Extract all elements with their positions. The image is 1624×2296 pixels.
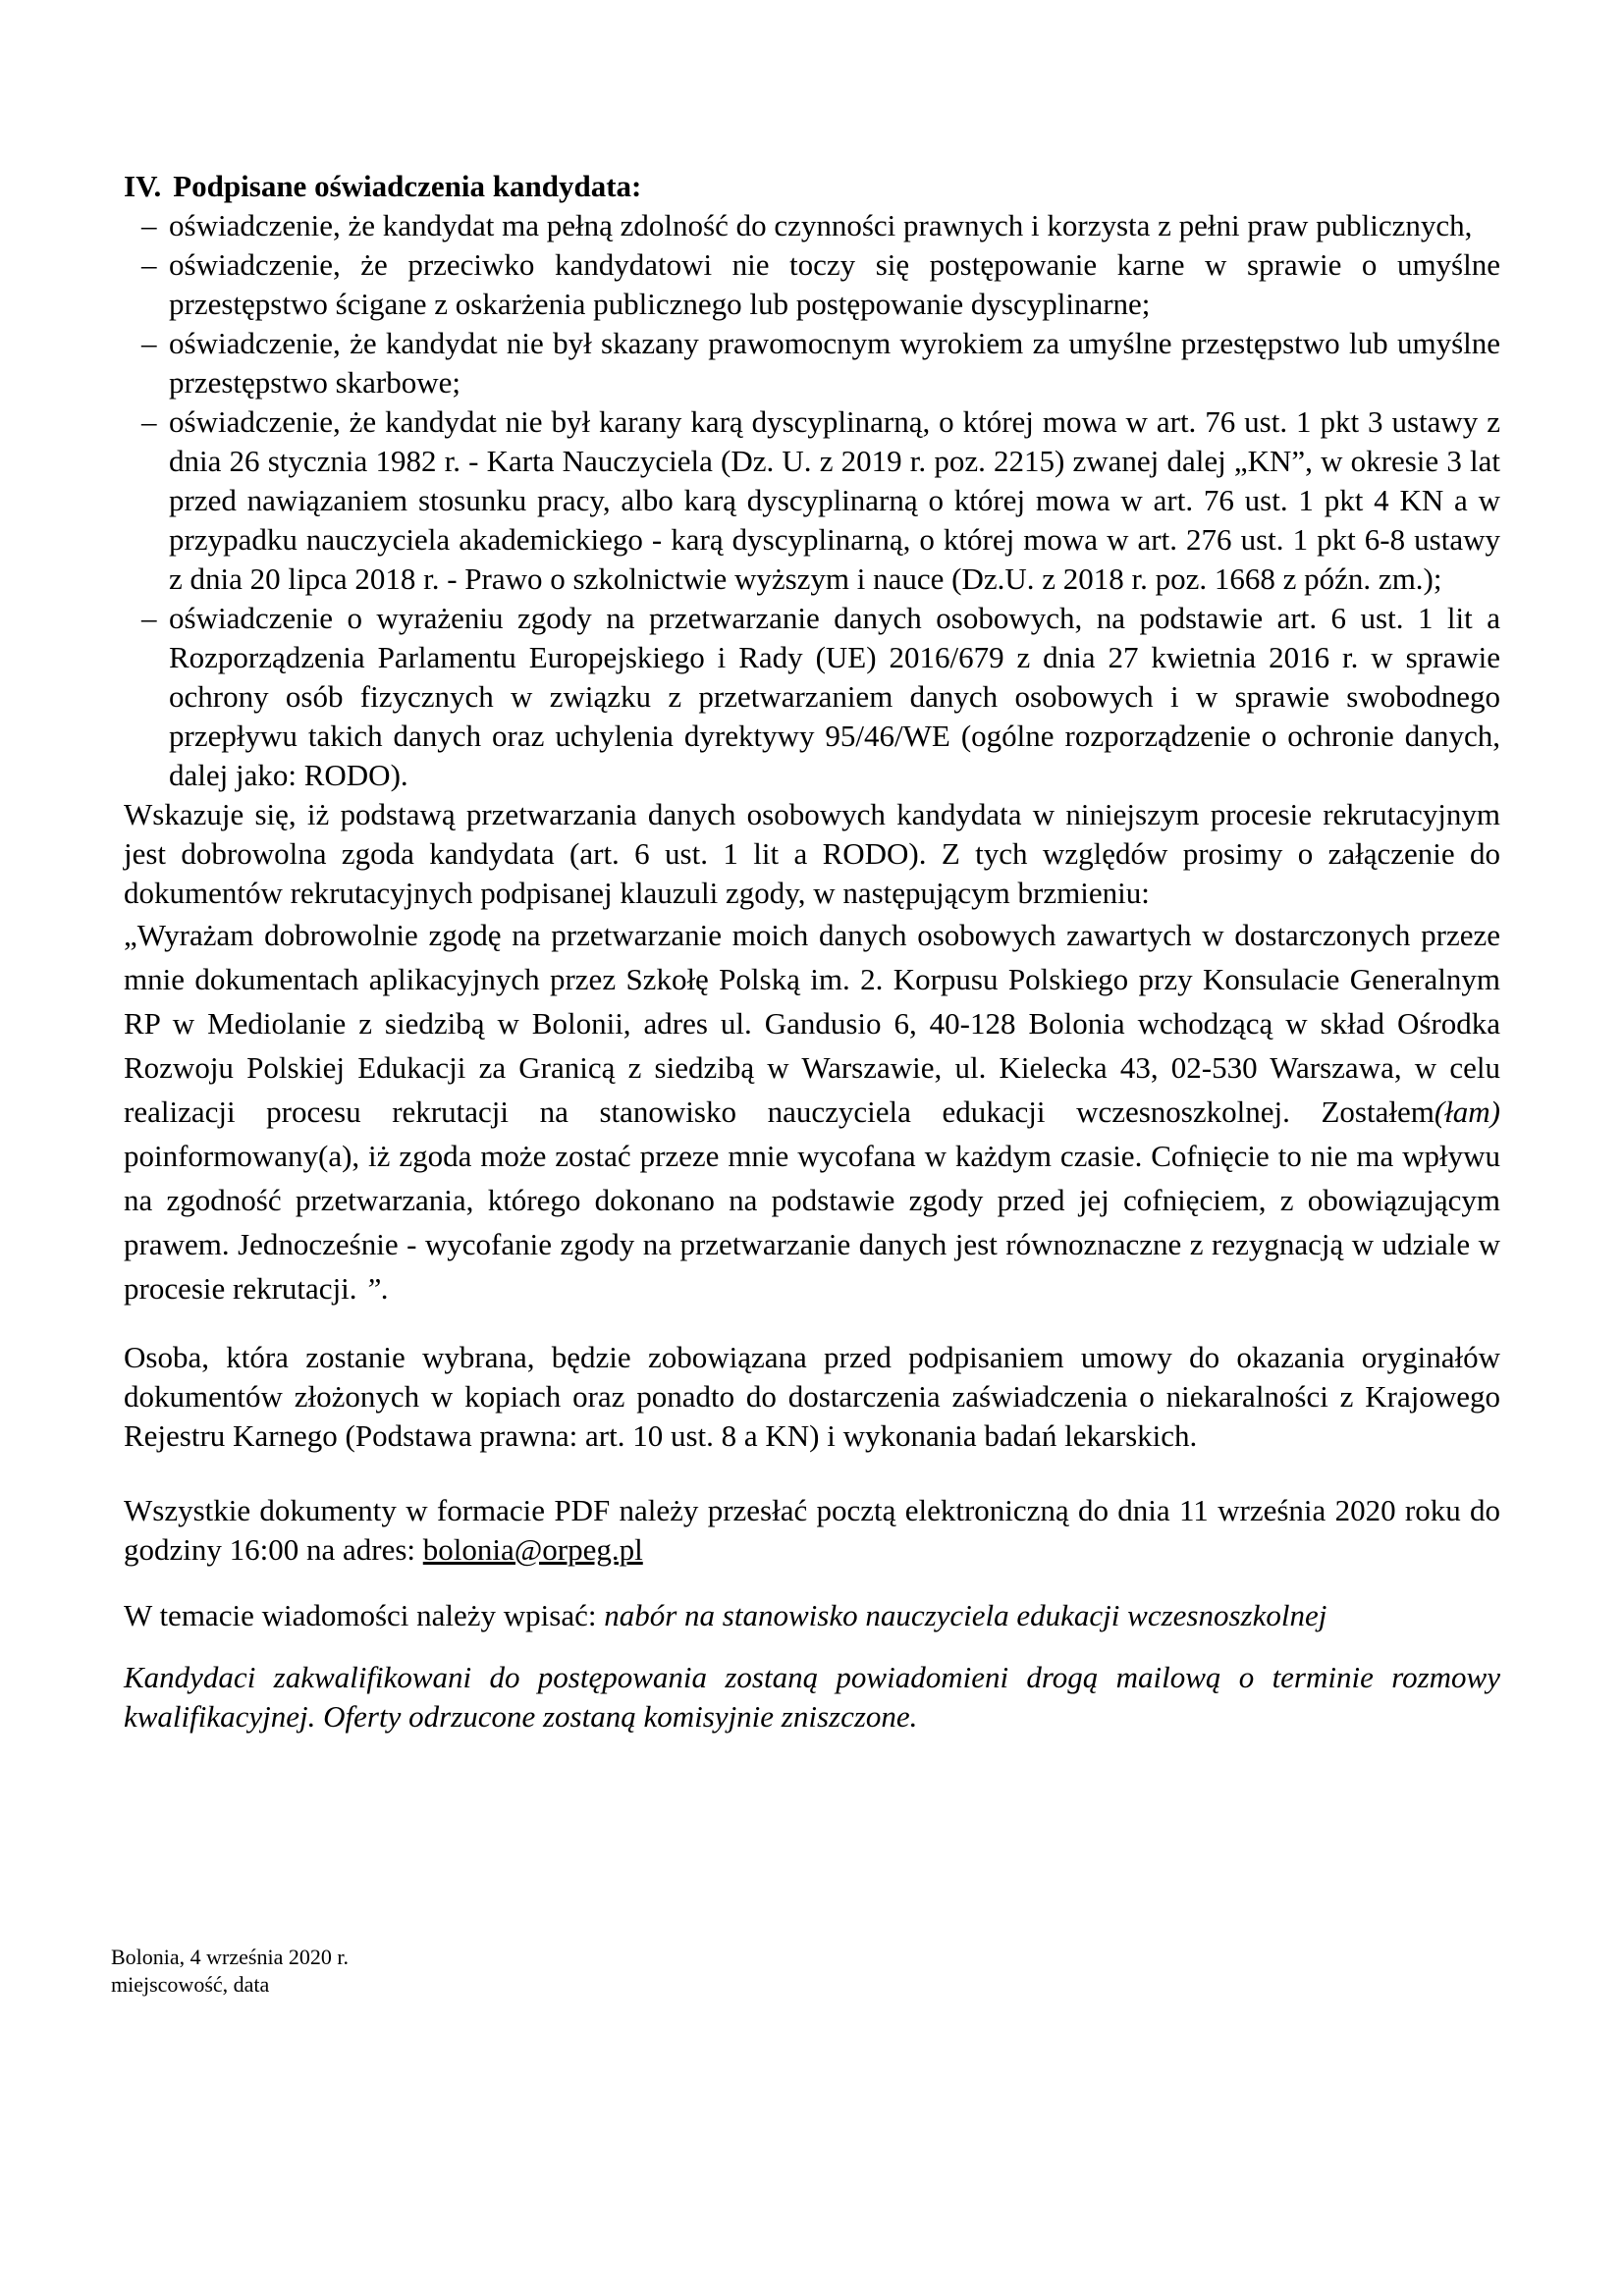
bullet-text: oświadczenie o wyrażeniu zgody na przetwarzanie danych osobowych, na podstawie art. 6 ust. 1 lit a Rozporządzenia Parlamentu Europejskiego i Rady (UE) 2016/679 z dnia 27 kwietnia 2016 r. w sprawie ochrony osób fizycznych w związku z przetwarzaniem danych osobowych i w sprawie swobodnego przepływu takich danych oraz uchylenia dyrektywy 95/46/WE (ogólne rozporządzenie o ochronie danych, dalej jako: RODO). bbox=[169, 601, 1500, 792]
bullet-text: oświadczenie, że przeciwko kandydatowi nie toczy się postępowanie karne w sprawie o umyślne przestępstwo ścigane z oskarżenia publicznego lub postępowanie dyscyplinarne; bbox=[169, 247, 1500, 321]
paragraph-subject-line bbox=[124, 1596, 1500, 1635]
paragraph-submission bbox=[124, 1491, 1500, 1570]
bullet-dash-icon: – bbox=[141, 601, 157, 635]
place-date: Bolonia, 4 września 2020 r. bbox=[111, 1945, 349, 1969]
paragraph-selected-person: Osoba, która zostanie wybrana, będzie zobowiązana przed podpisaniem umowy do okazania oryginałów dokumentów złożonych w kopiach oraz ponadto do dostarczenia zaświadczenia o niekaralności z Krajowego Rejestru Karnego (Podstawa prawna: art. 10 ust. 8 a KN) i wykonania badań lekarskich. bbox=[124, 1340, 1500, 1453]
bullet-text: oświadczenie, że kandydat nie był skazany prawomocnym wyrokiem za umyślne przestępstwo lub umyślne przestępstwo skarbowe; bbox=[169, 326, 1500, 400]
list-item bbox=[124, 245, 1500, 324]
paragraph-consent-clause bbox=[124, 913, 1500, 1310]
paragraph-legal-basis: Wskazuje się, iż podstawą przetwarzania danych osobowych kandydata w niniejszym procesie rekrutacyjnym jest dobrowolna zgoda kandydata (art. 6 ust. 1 lit a RODO). Z tych względów prosimy o załączenie do dokumentów rekrutacyjnych podpisanej klauzuli zgody, w następującym brzmieniu: bbox=[124, 797, 1500, 910]
consent-clause-closing-quote: ”. bbox=[356, 1271, 390, 1306]
consent-clause-text: „Wyrażam dobrowolnie zgodę na przetwarzanie moich danych osobowych zawartych w dostarczonych przeze mnie dokumentach aplikacyjnych przez Szkołę Polską im. 2. Korpusu Polskiego przy Konsulacie Generalnym RP w Mediolanie z siedzibą w Bolonii, adres ul. Gandusio 6, 40-128 Bolonia wchodzącą w skład Ośrodka Rozwoju Polskiej Edukacji za Granicą z siedzibą w Warszawie, ul. Kielecka 43, 02-530 Warszawa, w celu realizacji procesu rekrutacji na stanowisko nauczyciela edukacji wczesnoszkolnej. Zostałem bbox=[124, 918, 1500, 1129]
email-link[interactable]: bolonia@orpeg.pl bbox=[422, 1532, 643, 1567]
submission-text: Wszystkie dokumenty w formacie PDF należy przesłać pocztą elektroniczną do dnia 11 września 2020 roku do godziny 16:00 na adres: bbox=[124, 1493, 1500, 1567]
list-item bbox=[124, 599, 1500, 795]
signature-block bbox=[111, 1944, 349, 1999]
bullet-dash-icon: – bbox=[141, 404, 157, 439]
bullet-dash-icon: – bbox=[141, 208, 157, 242]
bullet-text: oświadczenie, że kandydat nie był karany karą dyscyplinarną, o której mowa w art. 76 ust. 1 pkt 3 ustawy z dnia 26 stycznia 1982 r. - Karta Nauczyciela (Dz. U. z 2019 r. poz. 2215) zwanej dalej „KN”, w okresie 3 lat przed nawiązaniem stosunku pracy, albo karą dyscyplinarną o której mowa w art. 76 ust. 1 pkt 4 KN a w przypadku nauczyciela akademickiego - karą dyscyplinarną, o której mowa w art. 276 ust. 1 pkt 6-8 ustawy z dnia 20 lipca 2018 r. - Prawo o szkolnictwie wyższym i nauce (Dz.U. z 2018 r. poz. 1668 z późn. zm.); bbox=[169, 404, 1500, 596]
section-number: IV. bbox=[124, 169, 162, 203]
section-title: Podpisane oświadczenia kandydata: bbox=[173, 169, 642, 203]
place-date-label: miejscowość, data bbox=[111, 1972, 270, 1997]
paragraph-qualified-candidates: Kandydaci zakwalifikowani do postępowania zostaną powiadomieni drogą mailową o terminie rozmowy kwalifikacyjnej. Oferty odrzucone zostaną komisyjnie zniszczone. bbox=[124, 1660, 1500, 1734]
subject-line-text: W temacie wiadomości należy wpisać: bbox=[124, 1598, 605, 1632]
section-heading bbox=[124, 167, 1500, 206]
bullet-dash-icon: – bbox=[141, 326, 157, 360]
list-item bbox=[124, 402, 1500, 599]
declarations-list bbox=[124, 206, 1500, 795]
list-item bbox=[124, 324, 1500, 402]
bullet-text: oświadczenie, że kandydat ma pełną zdolność do czynności prawnych i korzysta z pełni praw publicznych, bbox=[169, 208, 1473, 242]
bullet-dash-icon: – bbox=[141, 247, 157, 282]
consent-clause-text-continued: poinformowany(a), iż zgoda może zostać przeze mnie wycofana w każdym czasie. Cofnięcie to nie ma wpływu na zgodność przetwarzania, którego dokonano na podstawie zgody przed jej cofnięciem, z obowiązującym prawem. Jednocześnie - wycofanie zgody na przetwarzanie danych jest równoznaczne z rezygnacją w udziale w procesie rekrutacji. bbox=[124, 1139, 1500, 1306]
consent-clause-italic-lam: (łam) bbox=[1434, 1095, 1500, 1129]
subject-line-italic: nabór na stanowisko nauczyciela edukacji wczesnoszkolnej bbox=[604, 1598, 1327, 1632]
list-item bbox=[124, 206, 1500, 245]
